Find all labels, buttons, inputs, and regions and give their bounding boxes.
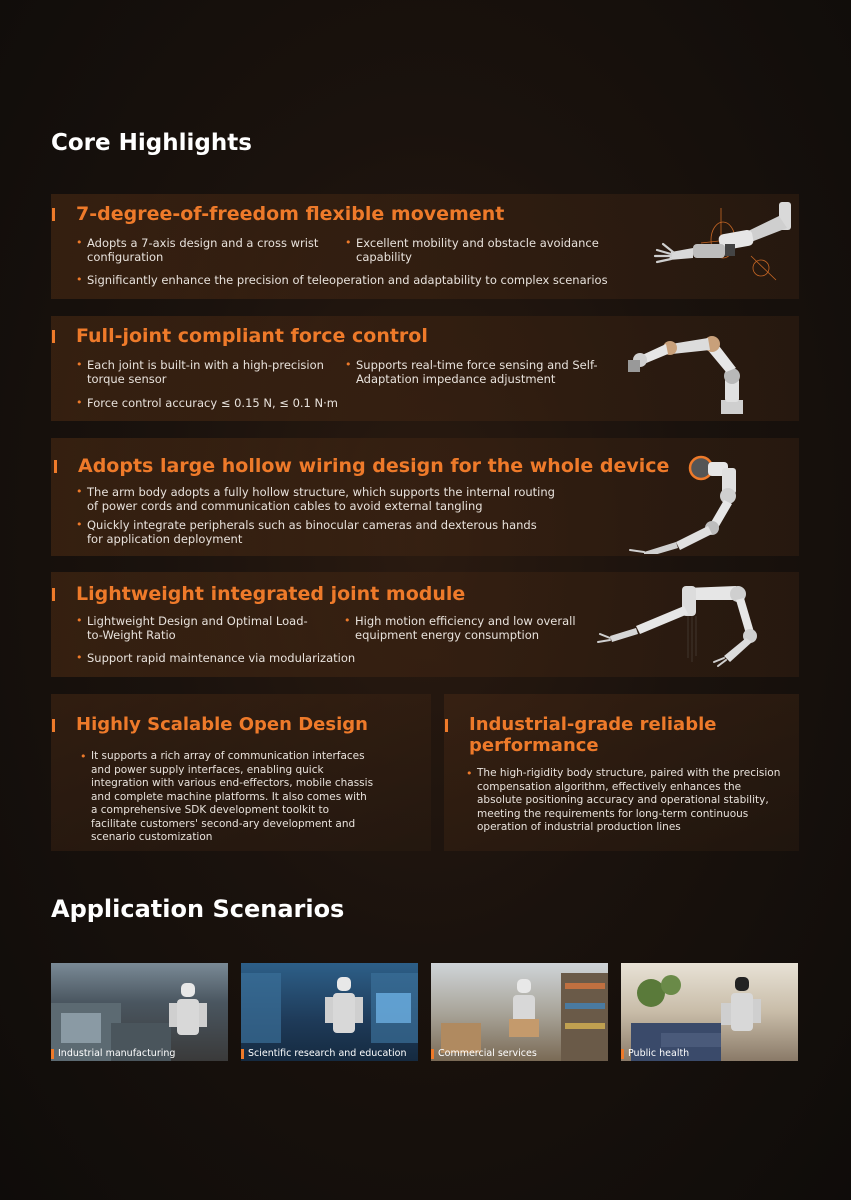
highlight-card-hollow-wiring xyxy=(51,438,799,556)
application-scenarios-title: Application Scenarios xyxy=(51,895,345,923)
robot-arm-hollow-image xyxy=(616,454,756,554)
scene-label: Scientific research and education xyxy=(241,1048,407,1059)
card-title: Full-joint compliant force control xyxy=(76,325,428,347)
scene-label: Public health xyxy=(621,1048,689,1059)
scene-commercial-image xyxy=(431,963,608,1061)
bullet-item: • Lightweight Design and Optimal Load-to-Weight Ratio xyxy=(76,614,316,642)
bullet-item: • Supports real-time force sensing and Self-Adaptation impedance adjustment xyxy=(345,358,605,386)
card-title: 7-degree-of-freedom flexible movement xyxy=(76,203,505,225)
robot-arm-7dof-image xyxy=(611,198,791,294)
bullet-item: • Significantly enhance the precision of teleoperation and adaptability to complex scenarios xyxy=(76,273,636,287)
highlight-card-force-control xyxy=(51,316,799,421)
scene-industrial-image xyxy=(51,963,228,1061)
scene-card-industrial xyxy=(51,963,228,1061)
robot-arm-force-image xyxy=(626,322,756,418)
bullet-item: • Adopts a 7-axis design and a cross wrist configuration xyxy=(76,236,326,264)
scene-card-commercial xyxy=(431,963,608,1061)
card-title: Lightweight integrated joint module xyxy=(76,583,466,605)
card-title: Industrial-grade reliable performance xyxy=(469,714,759,756)
highlight-card-open-design xyxy=(51,694,431,851)
bullet-item: • The high-rigidity body structure, paired with the precision compensation algorithm, effectively enhances the absolute positioning accuracy and operational stability, meeting the requirements for long-term continuous operation of industrial production lines xyxy=(466,767,781,835)
scene-research-image xyxy=(241,963,418,1061)
highlight-card-joint-module xyxy=(51,572,799,677)
bullet-item: • Quickly integrate peripherals such as binocular cameras and dexterous hands for application deployment xyxy=(76,518,556,546)
card-title: Adopts large hollow wiring design for the whole device xyxy=(78,455,670,477)
scene-card-public-health xyxy=(621,963,798,1061)
scene-public-health-image xyxy=(621,963,798,1061)
scene-label: Commercial services xyxy=(431,1048,537,1059)
bullet-item: • The arm body adopts a fully hollow structure, which supports the internal routing of power cords and communication cables to avoid external tangling xyxy=(76,485,556,513)
robot-dual-arm-image xyxy=(596,578,766,672)
core-highlights-title: Core Highlights xyxy=(51,130,252,156)
bullet-item: • Force control accuracy ≤ 0.15 N, ≤ 0.1 N·m xyxy=(76,396,376,410)
bullet-item: • Each joint is built-in with a high-precision torque sensor xyxy=(76,358,331,386)
bullet-item: • High motion efficiency and low overall equipment energy consumption xyxy=(344,614,604,642)
bullet-item: • Excellent mobility and obstacle avoidance capability xyxy=(345,236,615,264)
scene-card-research xyxy=(241,963,418,1061)
card-title: Highly Scalable Open Design xyxy=(76,714,368,735)
bullet-item: • It supports a rich array of communication interfaces and power supply interfaces, enabling quick integration with various end-effectors, mobile chassis and complete machine platforms. It also comes with a comprehensive SDK development toolkit to facilitate customers' second-ary development and scenario customization xyxy=(80,750,375,845)
bullet-item: • Support rapid maintenance via modularization xyxy=(76,651,396,665)
highlight-card-industrial-performance xyxy=(444,694,799,851)
highlight-card-7dof xyxy=(51,194,799,299)
scene-label: Industrial manufacturing xyxy=(51,1048,175,1059)
